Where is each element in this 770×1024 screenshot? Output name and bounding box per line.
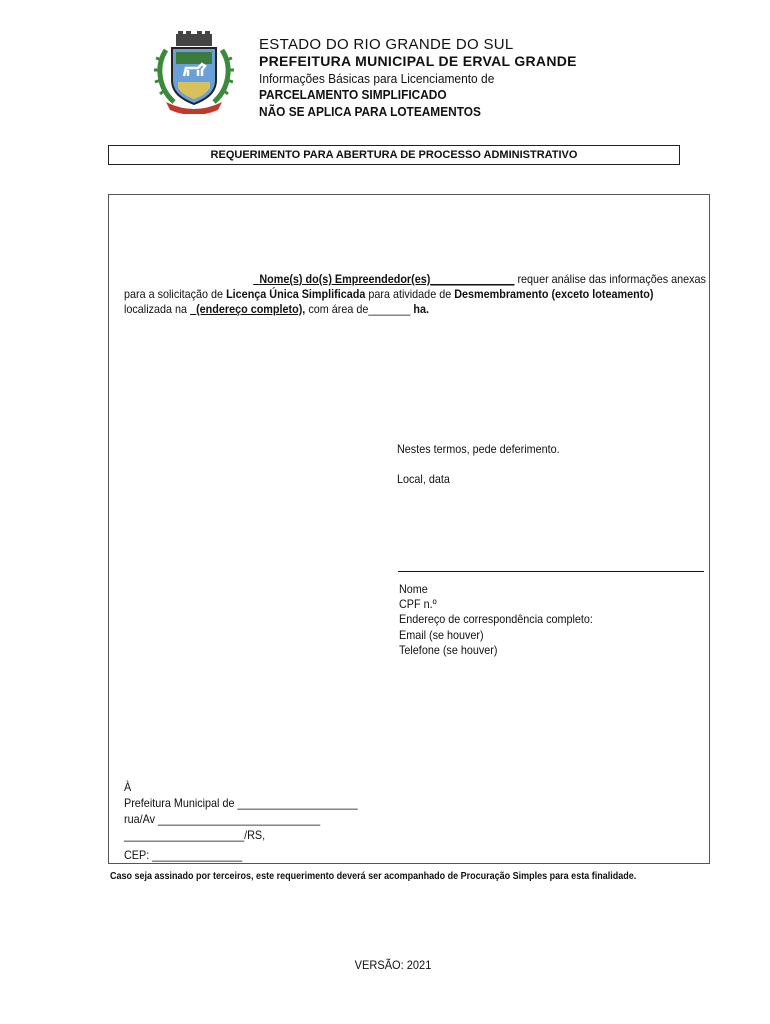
address-field[interactable]: (endereço completo),	[196, 302, 306, 316]
request-text-3: para atividade de	[368, 287, 452, 301]
names-blank: ______________	[430, 272, 515, 286]
recipient-city-field[interactable]: ____________________/RS,	[124, 828, 266, 842]
address-blank: _	[190, 302, 197, 316]
municipal-coat-of-arms-icon	[152, 30, 236, 114]
request-text-1: requer análise das informações anexas	[517, 272, 706, 286]
recipient-prefeitura-field[interactable]: Prefeitura Municipal de ____________________	[124, 796, 358, 810]
prefeitura-name: PREFEITURA MUNICIPAL DE ERVAL GRANDE	[259, 53, 577, 69]
signer-cpf: CPF n.º	[399, 597, 437, 611]
letterhead	[259, 36, 577, 121]
lead-blank: _	[253, 272, 260, 286]
subject-line: PARCELAMENTO SIMPLIFICADO	[259, 88, 447, 102]
deferimento-text: Nestes termos, pede deferimento.	[397, 442, 560, 456]
request-paragraph	[124, 272, 706, 317]
signer-phone: Telefone (se houver)	[399, 643, 498, 657]
request-text-4: localizada na	[124, 302, 188, 316]
recipient-cep-field[interactable]: CEP: _______________	[124, 848, 243, 862]
footnote	[110, 866, 710, 888]
signature-line[interactable]	[398, 571, 704, 572]
document-title: REQUERIMENTO PARA ABERTURA DE PROCESSO ADMINISTRATIVO	[108, 145, 680, 165]
document-version: VERSÃO: 2021	[354, 958, 432, 972]
local-data-field[interactable]: Local, data	[397, 472, 450, 486]
info-line: Informações Básicas para Licenciamento de	[259, 71, 495, 86]
recipient-street-field[interactable]: rua/Av ___________________________	[124, 812, 321, 826]
entrepreneur-names-field[interactable]: Nome(s) do(s) Empreendedor(es)	[259, 272, 431, 286]
activity-type: Desmembramento (exceto loteamento)	[454, 287, 654, 301]
recipient-a: À	[124, 780, 132, 794]
area-field[interactable]: com área de_______	[308, 302, 411, 316]
signer-email: Email (se houver)	[399, 628, 484, 642]
exclusion-note: NÃO SE APLICA PARA LOTEAMENTOS	[259, 105, 481, 119]
signer-address: Endereço de correspondência completo:	[399, 612, 593, 626]
footnote-text: Caso seja assinado por terceiros, este requerimento deverá ser acompanhado de Procuração Simples para esta finalidade.	[110, 871, 637, 882]
signer-name: Nome	[399, 582, 428, 596]
area-unit: ha.	[413, 302, 430, 316]
license-type: Licença Única Simplificada	[226, 287, 366, 301]
state-name: ESTADO DO RIO GRANDE DO SUL	[259, 36, 514, 53]
request-text-2: para a solicitação de	[124, 287, 224, 301]
